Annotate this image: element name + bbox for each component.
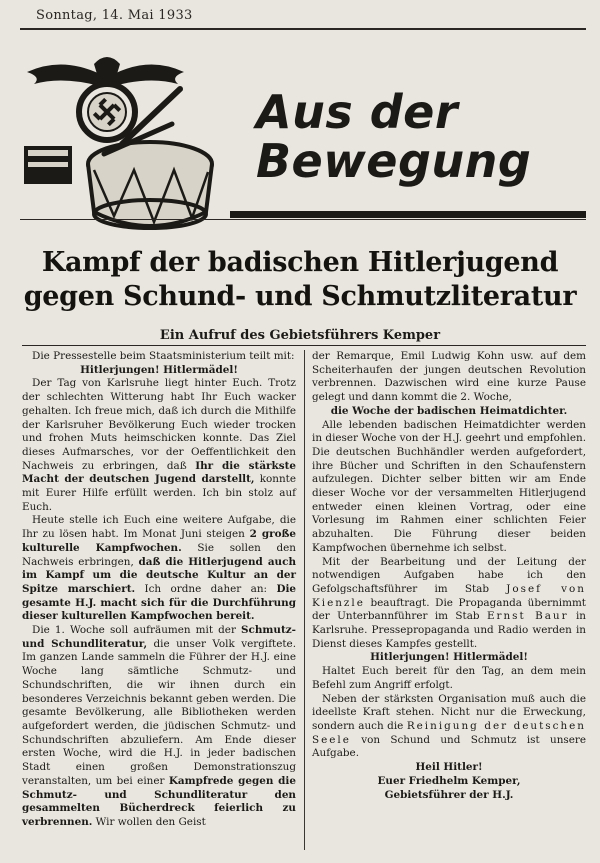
paragraph: Neben der stärksten Organisation muß auch die ideellste Kraft stehen. Nicht nur die Erweckung, sondern auch die Reinigung der deutschen Seele von Schund und Schmutz ist unsere Aufgabe. — [312, 692, 586, 760]
top-rule — [20, 28, 586, 30]
header-rule-thin — [20, 219, 586, 220]
paragraph: Der Tag von Karlsruhe liegt hinter Euch. Trotz der schlechten Witterung habt Ihr Euch wacker gehalten. Ich freue mich, daß ich durch die Mithilfe der Karlsruher Bevölkerung Euch wieder trocken und frohen Muts heimschicken konnte. Das Ziel dieses Aufmarsches, vor der Oeffentlichkeit den Nachweis zu erbringen, daß Ihr die stärkste Macht der deutschen Jugend darstellt, konnte mit Eurer Hilfe erfüllt werden. Ich bin stolz auf Euch. — [22, 377, 296, 513]
section-title-line1: Aus der — [256, 85, 459, 139]
signature-title: Gebietsführer der H.J. — [384, 788, 514, 801]
section-title — [256, 85, 532, 188]
section-title-line2: Bewegung — [256, 134, 532, 188]
paragraph: Alle lebenden badischen Heimatdichter werden in dieser Woche von der H.J. geehrt und empfohlen. Die deutschen Buchhändler werden aufgefordert, ihre Bücher und Schriften in den Schaufenstern aufzulegen. Dichter selber bitten wir am Ende dieser Woche vor der versammelten Hitlerjugend entweder einen kleinen Vortrag, oder eine Vorlesung im Rahmen einer schlichten Feier abzuhalten. Die Führung dieser beiden Kampfwochen übernehme ich selbst. — [312, 418, 586, 554]
right-column — [312, 350, 586, 802]
paragraph: Die 1. Woche soll aufräumen mit der Schmutz- und Schundliteratur, die unser Volk vergiftete. Im ganzen Lande sammeln die Führer der H.J. eine Woche lang sämtliche Schmutz- und Schundschriften, die wir ihnen durch ein besonderes Verzeichnis bekannt geben werden. Die gesamte Bevölkerung, alle Bibliotheken werden aufgefordert werden, die jüdischen Schmutz- und Schundschriften abzuliefern. Am Ende dieser ersten Woche, wird die H.J. in jeder badischen Stadt einen großen Demonstrationszug veranstalten, um bei einer Kampfrede gegen die Schmutz- und Schundliteratur den gesammelten Bücherdreck feierlich zu verbrennen. Wir wollen den Geist — [22, 624, 296, 828]
paragraph: Heute stelle ich Euch eine weitere Aufgabe, die Ihr zu lösen habt. Im Monat Juni steigen 2 große kulturelle Kampfwochen. Sie sollen den Nachweis erbringen, daß die Hitlerjugend auch im Kampf um die deutsche Kultur an der Spitze marschiert. Ich ordne daher an: Die gesamte H.J. macht sich für die Durchführung dieser kulturellen Kampfwochen bereit. — [22, 514, 297, 623]
left-column — [22, 350, 296, 830]
article-columns — [22, 350, 586, 850]
column-divider — [304, 350, 305, 850]
header-rule — [230, 211, 586, 218]
column-rule — [22, 345, 586, 346]
section-header — [20, 36, 586, 216]
signature-name: Euer Friedhelm Kemper, — [377, 774, 521, 787]
eagle-drum-emblem — [22, 44, 232, 244]
salutation: Hitlerjungen! Hitlermädel! — [80, 363, 238, 376]
paragraph: der Remarque, Emil Ludwig Kohn usw. auf dem Scheiterhaufen der jungen deutschen Revolution verbrennen. Dazwischen wird eine kurze Pause gelegt und dann kommt die 2. Woche, — [312, 350, 586, 404]
article-subheadline: Ein Aufruf des Gebietsführers Kemper — [159, 328, 441, 343]
section-heading: die Woche der badischen Heimatdichter. — [330, 404, 568, 417]
dateline: Sonntag, 14. Mai 1933 — [36, 8, 193, 23]
paragraph: Haltet Euch bereit für den Tag, an dem mein Befehl zum Angriff erfolgt. — [312, 665, 586, 691]
closing: Heil Hitler! — [415, 761, 483, 774]
article-headline: Kampf der badischen Hitlerjugend gegen Schund- und Schmutzliteratur — [23, 247, 577, 312]
salutation: Hitlerjungen! Hitlermädel! — [370, 651, 528, 664]
paragraph: Die Pressestelle beim Staatsministerium teilt mit: — [32, 350, 295, 362]
paragraph: Mit der Bearbeitung und der Leitung der notwendigen Aufgaben habe ich den Gefolgschaftsführer im Stab Josef von Kienzle beauftragt. Die Propaganda übernimmt der Unterbannführer im Stab Ernst Baur in Karlsruhe. Pressepropaganda und Radio werden in Dienst dieses Kampfes gestellt. — [312, 555, 586, 650]
